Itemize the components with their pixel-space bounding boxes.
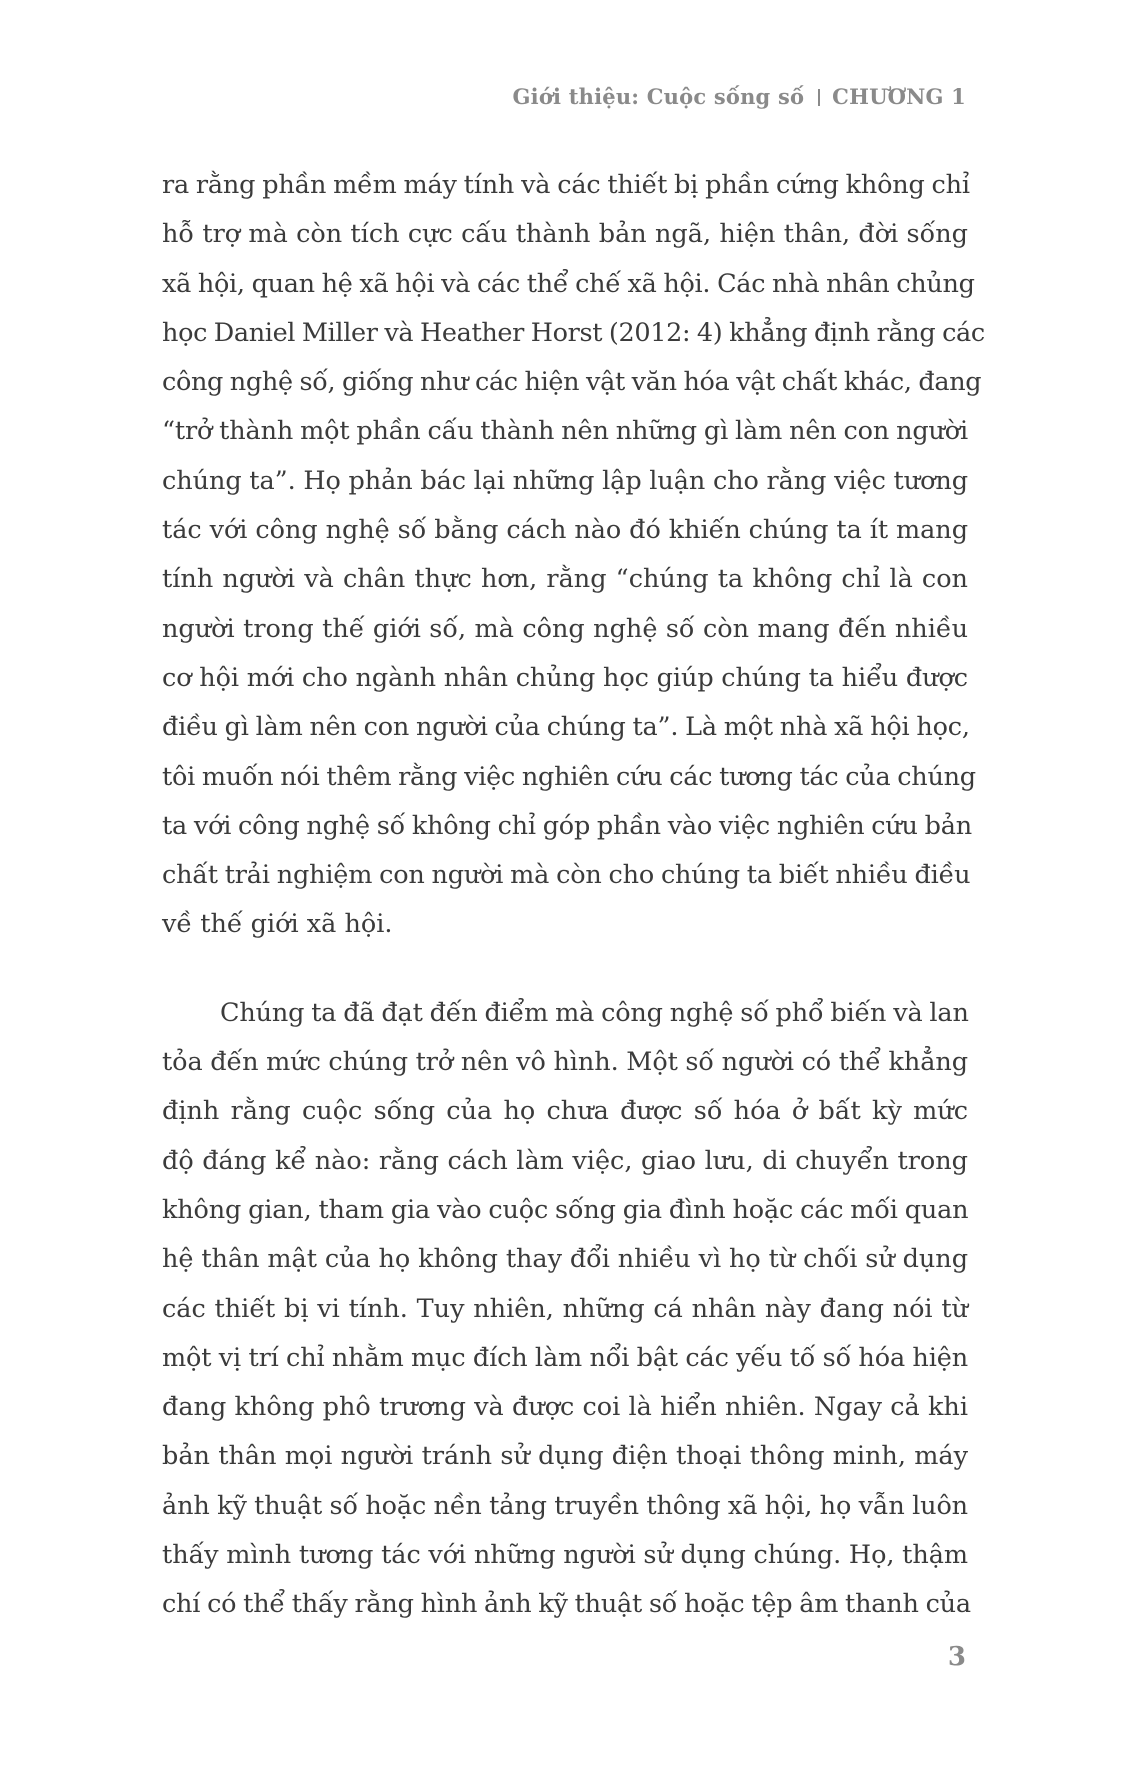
text-line: hỗ trợ mà còn tích cực cấu thành bản ngã, hiện thân, đời sống (162, 219, 968, 250)
text-line: ra rằng phần mềm máy tính và các thiết bị phần cứng không chỉ (162, 170, 970, 200)
text-line: không gian, tham gia vào cuộc sống gia đình hoặc các mối quan (162, 1194, 969, 1225)
text-line: tác với công nghệ số bằng cách nào đó khiến chúng ta ít mang (162, 515, 968, 546)
text-line: chí có thể thấy rằng hình ảnh kỹ thuật số hoặc tệp âm thanh của (162, 1589, 971, 1620)
text-line: tỏa đến mức chúng trở nên vô hình. Một số người có thể khẳng (162, 1047, 968, 1078)
text-line: Chúng ta đã đạt đến điểm mà công nghệ số phổ biến và lan (220, 997, 969, 1028)
text-line: chất trải nghiệm con người mà còn cho chúng ta biết nhiều điều (162, 860, 971, 891)
text-line: xã hội, quan hệ xã hội và các thể chế xã hội. Các nhà nhân chủng (162, 268, 975, 299)
page-number: 3 (947, 1642, 966, 1672)
text-line: ảnh kỹ thuật số hoặc nền tảng truyền thông xã hội, họ vẫn luôn (162, 1490, 968, 1521)
paragraph-gap (162, 950, 968, 989)
text-line: điều gì làm nên con người của chúng ta”. Là một nhà xã hội học, (162, 712, 970, 743)
text-line: một vị trí chỉ nhằm mục đích làm nổi bật các yếu tố số hóa hiện (162, 1342, 968, 1373)
section-title: Giới thiệu: Cuộc sống số (512, 84, 805, 109)
chapter-label: CHƯƠNG 1 (832, 84, 966, 109)
text-line: định rằng cuộc sống của họ chưa được số hóa ở bất kỳ mức (162, 1096, 968, 1127)
header-separator (818, 89, 820, 106)
text-line: đang không phô trương và được coi là hiển nhiên. Ngay cả khi (162, 1392, 968, 1423)
text-line: chúng ta”. Họ phản bác lại những lập luận cho rằng việc tương (162, 465, 968, 496)
paragraph-2 (162, 989, 971, 1630)
text-line: tính người và chân thực hơn, rằng “chúng ta không chỉ là con (162, 564, 968, 595)
body-text (162, 161, 985, 1630)
text-line: hệ thân mật của họ không thay đổi nhiều vì họ từ chối sử dụng (162, 1244, 968, 1275)
text-line: tôi muốn nói thêm rằng việc nghiên cứu các tương tác của chúng (162, 761, 976, 792)
text-line: người trong thế giới số, mà công nghệ số còn mang đến nhiều (162, 613, 968, 644)
text-line: ta với công nghệ số không chỉ góp phần vào việc nghiên cứu bản (162, 810, 972, 841)
text-line: các thiết bị vi tính. Tuy nhiên, những cá nhân này đang nói từ (162, 1293, 968, 1324)
text-line: học Daniel Miller và Heather Horst (2012: 4) khẳng định rằng các (162, 317, 985, 348)
text-line: cơ hội mới cho ngành nhân chủng học giúp chúng ta hiểu được (162, 662, 968, 693)
text-line: “trở thành một phần cấu thành nên những gì làm nên con người (162, 416, 968, 447)
text-line: công nghệ số, giống như các hiện vật văn hóa vật chất khác, đang (162, 367, 982, 398)
running-head (513, 84, 966, 109)
paragraph-1 (162, 161, 985, 950)
text-line: về thế giới xã hội. (162, 909, 393, 940)
text-line: thấy mình tương tác với những người sử dụng chúng. Họ, thậm (162, 1540, 968, 1571)
text-line: độ đáng kể nào: rằng cách làm việc, giao lưu, di chuyển trong (162, 1145, 968, 1176)
text-line: bản thân mọi người tránh sử dụng điện thoại thông minh, máy (162, 1441, 968, 1472)
